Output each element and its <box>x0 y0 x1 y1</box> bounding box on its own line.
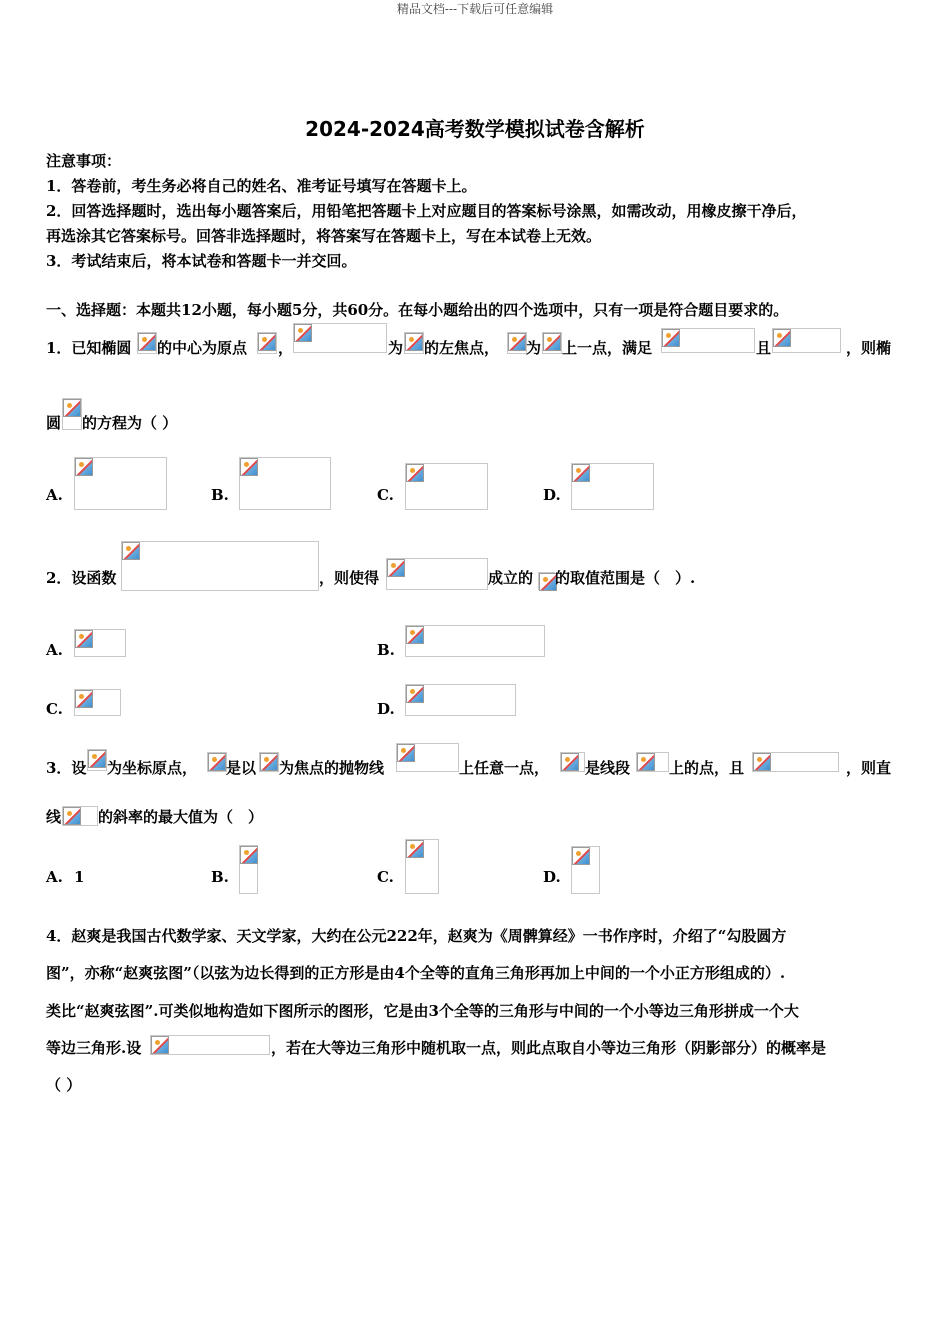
broken-image-icon <box>258 333 276 351</box>
option-b-image <box>239 845 258 894</box>
option-label: D. <box>543 486 561 504</box>
q1-text: 且 <box>756 339 772 357</box>
q3-text: 3．设 <box>46 759 87 777</box>
broken-image-icon <box>240 458 258 476</box>
section-heading: 一、选择题：本题共12小题，每小题5分，共60分。在每小题给出的四个选项中，只有一项是符合题目要求的。 <box>46 301 789 319</box>
formula-image <box>636 752 669 772</box>
q4-line: 4．赵爽是我国古代数学家、天文学家，大约在公元222年，赵爽为《周髀算经》一书作序时，介绍了“勾股圆方 <box>46 927 787 945</box>
broken-image-icon <box>208 753 226 771</box>
option-label: C. <box>377 868 394 886</box>
option-d-image <box>405 684 516 716</box>
q1-text: 圆 <box>46 414 62 432</box>
option-label: C. <box>46 700 63 718</box>
broken-image-icon <box>662 329 680 347</box>
note-item: 3．考试结束后，将本试卷和答题卡一并交回。 <box>46 252 357 270</box>
q4-line: 类比“赵爽弦图”.可类似地构造如下图所示的图形，它是由3个全等的三角形与中间的一个小等边三角形拼成一个大 <box>46 1002 799 1020</box>
broken-image-icon <box>572 464 590 482</box>
q2-text: ，则使得 <box>319 569 380 587</box>
broken-image-icon <box>406 464 424 482</box>
broken-image-icon <box>508 333 526 351</box>
formula-image <box>257 332 277 354</box>
q4-line: （ ） <box>46 1076 82 1094</box>
formula-image <box>752 752 839 772</box>
q3-text: 为焦点的抛物线 <box>279 759 385 777</box>
option-label: A. <box>46 641 63 659</box>
formula-image <box>293 323 387 353</box>
option-label: B. <box>211 486 229 504</box>
option-c-image <box>405 463 488 510</box>
broken-image-icon <box>387 559 405 577</box>
q3-text: 上的点，且 <box>669 759 745 777</box>
q2-text: 成立的 <box>488 569 534 587</box>
formula-image <box>386 558 488 590</box>
note-item: 1．答卷前，考生务必将自己的姓名、准考证号填写在答题卡上。 <box>46 177 477 195</box>
page-header: 精品文档---下载后可任意编辑 <box>396 2 554 16</box>
option-d-image <box>571 846 600 894</box>
note-item: 2．回答选择题时，选出每小题答案后，用铅笔把答题卡上对应题目的答案标号涂黑，如需改动，用橡皮擦干净后， <box>46 202 807 220</box>
broken-image-icon <box>406 626 424 644</box>
note-item: 再选涂其它答案标号。回答非选择题时，将答案写在答题卡上，写在本试卷上无效。 <box>46 227 602 245</box>
option-a-value: 1 <box>74 868 85 886</box>
option-a-image <box>74 629 126 657</box>
broken-image-icon <box>122 542 140 560</box>
formula-image <box>62 806 98 826</box>
broken-image-icon <box>240 846 258 864</box>
q1-text: ，则椭 <box>846 339 892 357</box>
q1-text: 上一点，满足 <box>562 339 653 357</box>
q1-text: 的左焦点， <box>424 339 500 357</box>
option-label: C. <box>377 486 394 504</box>
q1-text: 的中心为原点 <box>157 339 248 357</box>
broken-image-icon <box>75 690 93 708</box>
formula-image <box>150 1035 270 1055</box>
q4-line: 等边三角形.设 <box>46 1039 142 1057</box>
q1-text: ， <box>278 339 294 357</box>
formula-image <box>507 332 527 354</box>
formula-image <box>542 332 562 354</box>
broken-image-icon <box>543 333 561 351</box>
formula-image <box>121 541 319 591</box>
broken-image-icon <box>637 753 655 771</box>
broken-image-icon <box>75 630 93 648</box>
broken-image-icon <box>397 744 415 762</box>
q3-text: 的斜率的最大值为（ ） <box>98 808 264 826</box>
broken-image-icon <box>88 750 106 768</box>
formula-image <box>661 328 755 353</box>
broken-image-icon <box>138 333 156 351</box>
broken-image-icon <box>753 753 771 771</box>
formula-image <box>396 743 459 772</box>
formula-image <box>404 332 424 354</box>
q2-text: 2．设函数 <box>46 569 117 587</box>
q3-text: 线 <box>46 808 62 826</box>
option-label: A. <box>46 868 63 886</box>
option-c-image <box>74 689 121 716</box>
option-label: B. <box>377 641 395 659</box>
q4-line: ，若在大等边三角形中随机取一点，则此点取自小等边三角形（阴影部分）的概率是 <box>271 1039 827 1057</box>
broken-image-icon <box>406 840 424 858</box>
broken-image-icon <box>572 847 590 865</box>
q1-text: 为 <box>526 339 542 357</box>
broken-image-icon <box>773 329 791 347</box>
option-label: D. <box>377 700 395 718</box>
option-a-image <box>74 457 167 510</box>
q3-text: ，则直 <box>846 759 892 777</box>
formula-image <box>137 332 157 354</box>
page-title: 2024-2024高考数学模拟试卷含解析 <box>305 117 645 141</box>
q3-text: 为坐标原点， <box>107 759 198 777</box>
option-label: A. <box>46 486 63 504</box>
option-label: B. <box>211 868 229 886</box>
broken-image-icon <box>151 1036 169 1054</box>
option-c-image <box>405 839 439 894</box>
option-label: D. <box>543 868 561 886</box>
notes-heading: 注意事项： <box>46 152 122 170</box>
q1-text: 1．已知椭圆 <box>46 339 132 357</box>
broken-image-icon <box>75 458 93 476</box>
broken-image-icon <box>63 399 81 417</box>
q3-text: 是线段 <box>585 759 631 777</box>
broken-image-icon <box>405 333 423 351</box>
broken-image-icon <box>561 753 579 771</box>
formula-image <box>207 752 227 772</box>
q4-line: 图”，亦称“赵爽弦图”（以弦为边长得到的正方形是由4个全等的直角三角形再加上中间的一个小正方形组成的）. <box>46 964 786 982</box>
formula-image <box>62 398 82 430</box>
formula-image <box>87 749 107 771</box>
q2-text: 的取值范围是（ ）. <box>555 569 696 587</box>
broken-image-icon <box>63 807 81 825</box>
formula-image <box>259 752 279 772</box>
broken-image-icon <box>260 753 278 771</box>
option-b-image <box>405 625 545 657</box>
broken-image-icon <box>406 685 424 703</box>
q1-text: 为 <box>388 339 404 357</box>
q3-text: 上任意一点， <box>459 759 550 777</box>
q1-text: 的方程为（ ） <box>82 414 178 432</box>
option-b-image <box>239 457 331 510</box>
broken-image-icon <box>294 324 312 342</box>
q3-text: 是以 <box>226 759 257 777</box>
option-d-image <box>571 463 654 510</box>
formula-image <box>560 752 585 772</box>
formula-image <box>772 328 841 353</box>
formula-image <box>538 572 555 590</box>
